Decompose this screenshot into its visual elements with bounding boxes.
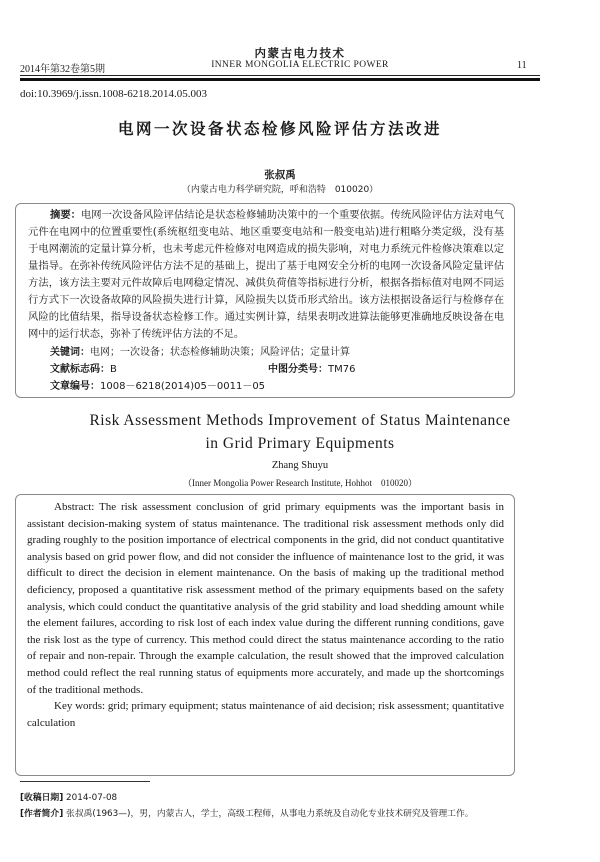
title-en-line2: in Grid Primary Equipments (205, 435, 395, 452)
footnote-author-bio (20, 806, 474, 819)
author-en: Zhang Shuyu (271, 460, 329, 471)
footnote-received (20, 790, 117, 803)
issue-info: 2014年第32卷第5期 (20, 64, 105, 75)
abstract-cn (28, 207, 504, 343)
page-number: 11 (517, 60, 527, 71)
affiliation-en: （Inner Mongolia Power Research Institute, Hohhot 010020） (183, 478, 417, 488)
header-rule-thick (20, 78, 540, 81)
keywords-label-en: Key words: (54, 700, 106, 713)
abstract-en (27, 499, 504, 731)
document-code (50, 360, 117, 375)
journal-name-cn: 内蒙古电力技术 (254, 46, 346, 60)
author-bio-label: [作者简介] (20, 809, 64, 819)
keywords-cn (50, 343, 350, 358)
classification-number (268, 360, 355, 375)
title-en-line1: Risk Assessment Methods Improvement of Status Maintenance (89, 412, 511, 429)
header-rule-thin (20, 75, 540, 76)
abstract-label-cn: 摘要： (50, 209, 81, 221)
affiliation-cn: （内蒙古电力科学研究院，呼和浩特 010020） (181, 185, 379, 195)
title-en (0, 409, 600, 455)
class-no-label: 中图分类号： (268, 364, 328, 375)
article-number (50, 377, 265, 392)
keywords-text-en: grid; primary equipment; status maintenance of aid decision; risk assessment; quantitative calculation (27, 700, 504, 729)
abstract-label-en: Abstract: (54, 501, 95, 513)
abstract-text-en: The risk assessment conclusion of grid primary equipments was the important basis in assistant decision-making system of status maintenance. The traditional risk assessment methods only did grading roughly to the position importance of electrical components in the grid, did not conduct quantitative analysis based on grid power flow, and did not consider the influence of maintenance lost to the grid, it was difficult to direct the decision in element maintenance. On the basis of making up the traditional method deficiency, proposed a quantitative risk assessment method of the primary equipments based on the safety analysis, which could conduct the quantitative analysis of the grid stability and load shedding amount while the element failures, according to risk lost of each index value during the different running conditions, gave the risk lost as the type of currency. This method could direct the status maintenance according to the ratio of repair and non-repair. Through the example calculation, the result showed that the improved calculation method could reflect the real running status of equipments more accurately, and made up the shortcomings of the traditional methods. (27, 501, 504, 696)
keywords-text-cn: 电网；一次设备；状态检修辅助决策；风险评估；定量计算 (90, 347, 350, 358)
author-bio-text: 张叔禹(1963—)，男，内蒙古人，学士，高级工程师，从事电力系统及自动化专业技术研究及管理工作。 (66, 809, 474, 819)
keywords-label-cn: 关键词： (50, 347, 90, 358)
received-date: 2014-07-08 (66, 793, 118, 803)
doi: doi:10.3969/j.issn.1008-6218.2014.05.003 (20, 88, 208, 100)
doc-code-value: B (110, 364, 117, 375)
class-no-value: TM76 (328, 364, 356, 375)
journal-name-en: INNER MONGOLIA ELECTRIC POWER (211, 60, 389, 70)
author-cn: 张叔禹 (264, 169, 296, 181)
article-no-label: 文章编号： (50, 381, 100, 392)
footnote-rule (20, 781, 150, 782)
article-no-value: 1008－6218(2014)05－0011－05 (100, 381, 266, 392)
doc-code-label: 文献标志码： (50, 364, 110, 375)
title-cn: 电网一次设备状态检修风险评估方法改进 (117, 120, 442, 138)
received-label: [收稿日期] (20, 793, 64, 803)
abstract-text-cn: 电网一次设备风险评估结论是状态检修辅助决策中的一个重要依据。传统风险评估方法对电气元件在电网中的位置重要性(系统枢纽变电站、地区重要变电站和一般变电站)进行粗略分类定级，没有基于电网潮流的定量计算分析，也未考虑元件检修对电网造成的损失影响，对电力系统元件检修决策难以定量指导。在弥补传统风险评估方法不足的基础上，提出了基于电网安全分析的电网一次设备风险定量评估方法，该方法主要对元件故障后电网稳定情况、减供负荷值等指标进行分析，根据各指标值对电网不同运行方式下一次设备故障的风险损失进行计算，风险损失以货币形式给出。该方法根据设备运行与检修存在风险的比值结果，指导设备状态检修工作。通过实例计算，结果表明改进算法能够更准确地反映设备在电网中的运行状态，弥补了传统评估方法的不足。 (28, 209, 505, 340)
